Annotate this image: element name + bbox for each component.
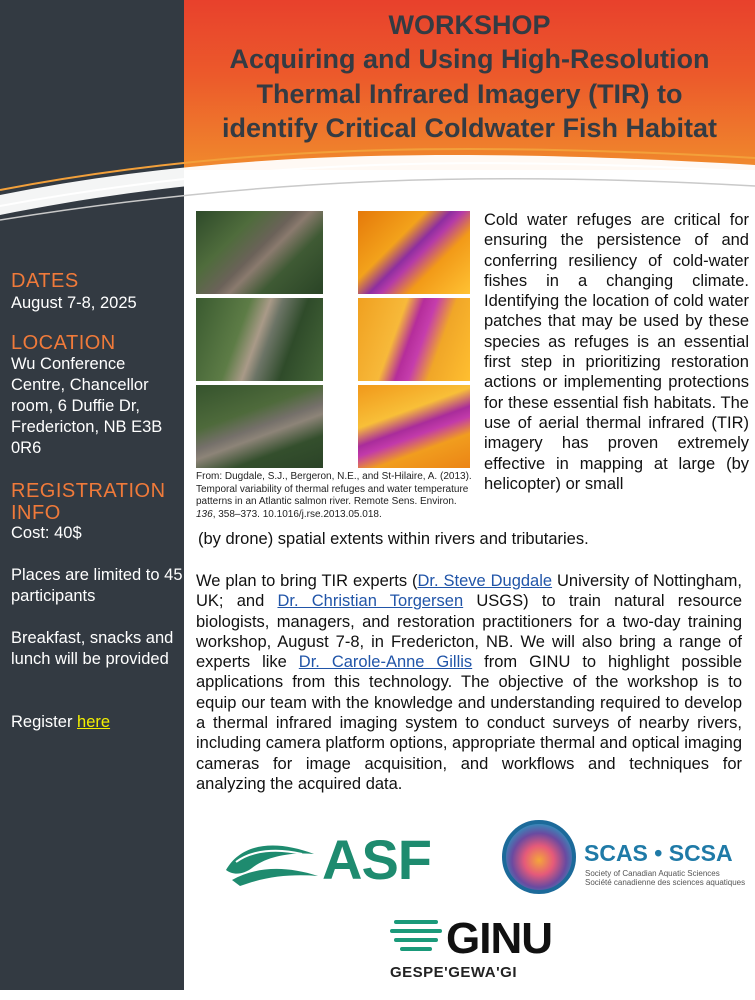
ginu-wave-icon — [394, 920, 438, 924]
asf-logo — [222, 828, 436, 892]
link-christian-torgersen[interactable]: Dr. Christian Torgersen — [277, 592, 464, 611]
caption-pages: , 358–373. 10.1016/j.rse.2013.05.018. — [212, 508, 382, 520]
location-value: Wu Conference Centre, Chancellor room, 6 Duffie Dr, Fredericton, NB E3B 0R6 — [11, 355, 163, 457]
plan-text-4: from GINU to highlight possible applications from this technology. The objective of the workshop is to equip our team with the knowledge and understanding required to develop a thermal infrared imaging system to conduct surveys of nearby rivers, including camera platform options, appropriate thermal and optical imaging cameras for image acquisition, and workflows and techniques for analyzing the acquired data. — [196, 653, 742, 793]
link-carole-anne-gillis[interactable]: Dr. Carole-Anne Gillis — [298, 653, 473, 672]
plan-text-2: University of Nottingham, UK; and — [196, 572, 742, 611]
aerial-photo-3 — [196, 385, 323, 468]
figure-caption — [196, 471, 478, 521]
page-title-line-2: Thermal Infrared Imagery (TIR) to — [256, 79, 683, 109]
scas-subtitle-fr: Société canadienne des sciences aquatiques — [585, 878, 746, 887]
register-line — [11, 712, 183, 733]
intro-paragraph: Cold water refuges are critical for ensuring the persistence of and conferring resiliency of cold-water fishes in a changing climate. Identifying the location of cold water patches that may be used by these species as refuges is an essential first step in prioritizing restoration actions or implementing protections for these essential fish habitats. The use of aerial thermal infrared (TIR) imagery has proven extremely effective in mapping at large (by helicopter) or small — [484, 211, 749, 493]
caption-volume: 136 — [196, 508, 213, 520]
plan-text-1: We plan to bring TIR experts ( — [196, 572, 418, 590]
dates-value: August 7-8, 2025 — [11, 294, 137, 312]
aerial-photo-2 — [196, 298, 323, 381]
aerial-photo-1 — [196, 211, 323, 294]
cost-text: Cost: 40$ — [11, 524, 82, 542]
location-heading: LOCATION — [11, 332, 116, 354]
places-text: Places are limited to 45 participants — [11, 566, 183, 605]
registration-heading: REGISTRATION INFO — [11, 480, 166, 524]
intro-paragraph-tail: (by drone) spatial extents within rivers and tributaries. — [198, 530, 589, 548]
page-title-line-3: identify Critical Coldwater Fish Habitat — [221, 113, 718, 143]
plan-paragraph — [196, 571, 742, 794]
dates-heading: DATES — [11, 270, 79, 292]
thermal-image-2 — [358, 298, 470, 381]
ginu-logo — [390, 914, 560, 990]
register-prefix: Register — [11, 713, 78, 731]
river-image-grid — [196, 211, 470, 471]
thermal-image-3 — [358, 385, 470, 468]
food-text: Breakfast, snacks and lunch will be provided — [11, 629, 174, 668]
scas-emblem-icon — [502, 820, 576, 894]
ginu-wave-icon — [394, 938, 438, 942]
ginu-wordmark: GINU — [446, 914, 552, 963]
scas-logo — [502, 820, 746, 900]
scas-subtitle-en: Society of Canadian Aquatic Sciences — [585, 869, 720, 878]
ginu-wave-icon — [390, 929, 442, 933]
thermal-image-1 — [358, 211, 470, 294]
page-title-line-1: Acquiring and Using High-Resolution — [229, 44, 710, 74]
register-link[interactable]: here — [77, 713, 111, 731]
ginu-subtitle: GESPE'GEWA'GI — [390, 964, 517, 981]
asf-wordmark: ASF — [322, 828, 431, 891]
ginu-wave-icon — [400, 947, 432, 951]
workshop-label: WORKSHOP — [388, 10, 551, 40]
plan-text-3: USGS) to train natural resource biologists, managers, and restoration practitioners for a two-day training workshop, August 7-8, in Fredericton, NB. We will also bring a range of experts like — [196, 592, 742, 672]
salmon-icon — [222, 832, 322, 892]
link-steve-dugdale[interactable]: Dr. Steve Dugdale — [417, 572, 553, 590]
scas-wordmark: SCAS • SCSA — [584, 840, 733, 866]
caption-text: From: Dugdale, S.J., Bergeron, N.E., and St-Hilaire, A. (2013). Temporal variability of thermal refuges and water temperature patterns in an Atlantic salmon river. Remote Sens. Environ. — [196, 471, 472, 507]
